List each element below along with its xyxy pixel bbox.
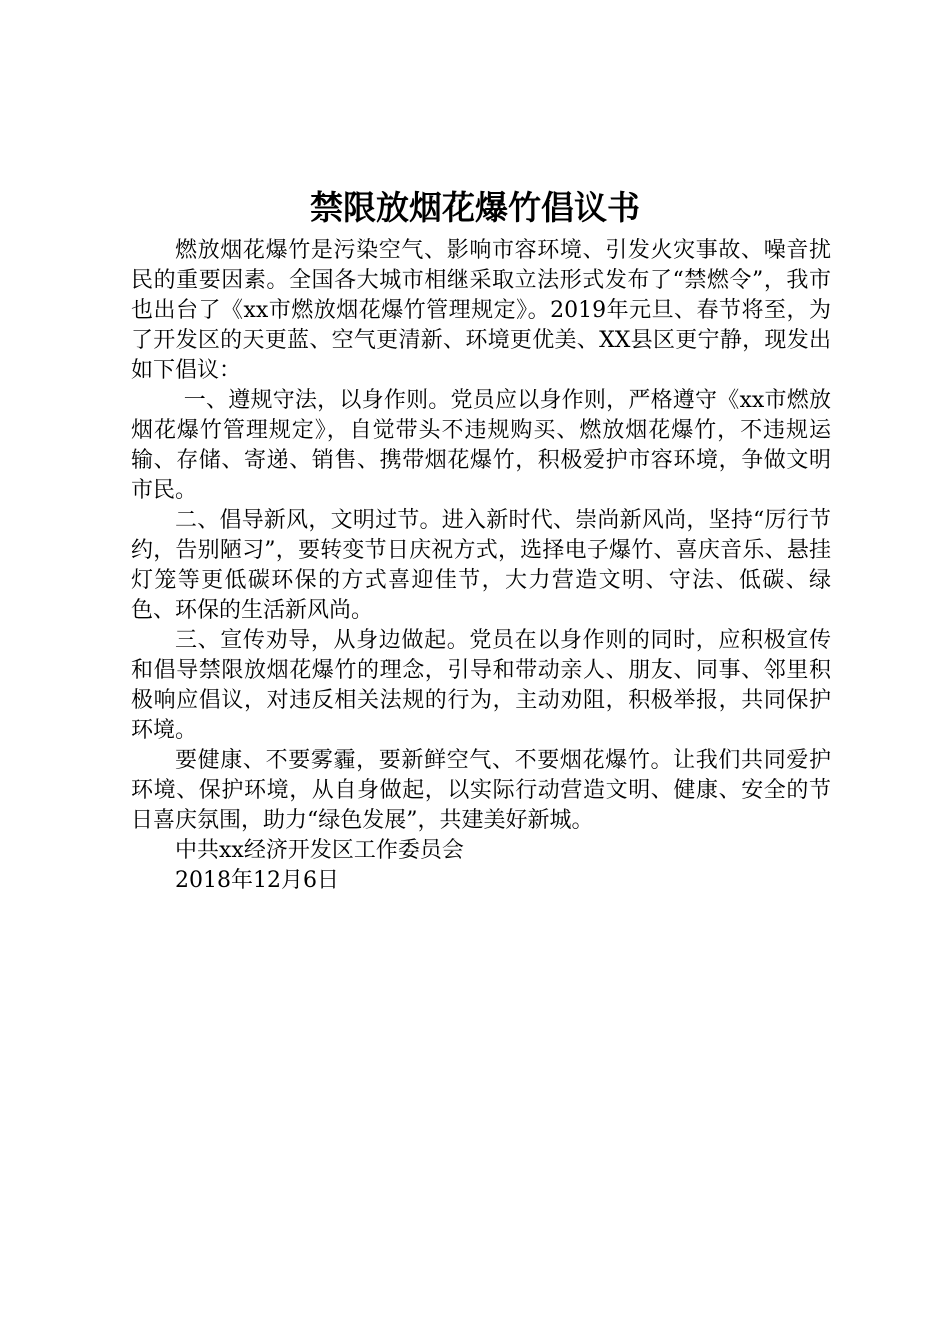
document-body [131,236,831,896]
paragraph-closing: 要健康、不要雾霾，要新鲜空气、不要烟花爆竹。让我们共同爱护环境、保护环境，从自身做起，以实际行动营造文明、健康、安全的节日喜庆氛围，助力“绿色发展”，共建美好新城。 [131,748,831,833]
signature-date: 2018年12月6日 [175,868,339,893]
document-title: 禁限放烟花爆竹倡议书 [310,188,640,227]
paragraph-point-three: 三、宣传劝导，从身边做起。党员在以身作则的同时，应积极宣传和倡导禁限放烟花爆竹的理念，引导和带动亲人、朋友、同事、邻里积极响应倡议，对违反相关法规的行为，主动劝阻，积极举报，共同保护环境。 [131,628,831,743]
paragraph-point-one: 一、遵规守法，以身作则。党员应以身作则，严格遵守《xx市燃放烟花爆竹管理规定》，自觉带头不违规购买、燃放烟花爆竹，不违规运输、存储、寄递、销售、携带烟花爆竹，积极爱护市容环境，争做文明市民。 [131,388,831,503]
paragraph-intro: 燃放烟花爆竹是污染空气、影响市容环境、引发火灾事故、噪音扰民的重要因素。全国各大城市相继采取立法形式发布了“禁燃令”，我市也出台了《xx市燃放烟花爆竹管理规定》。2019年元旦、春节将至，为了开发区的天更蓝、空气更清新、环境更优美、XX县区更宁静，现发出如下倡议： [131,238,831,383]
paragraph-point-two: 二、倡导新风，文明过节。进入新时代、崇尚新风尚，坚持“厉行节约，告别陋习”，要转变节日庆祝方式，选择电子爆竹、喜庆音乐、悬挂灯笼等更低碳环保的方式喜迎佳节，大力营造文明、守法、低碳、绿色、环保的生活新风尚。 [131,508,831,623]
signature-organization: 中共xx经济开发区工作委员会 [175,838,464,863]
